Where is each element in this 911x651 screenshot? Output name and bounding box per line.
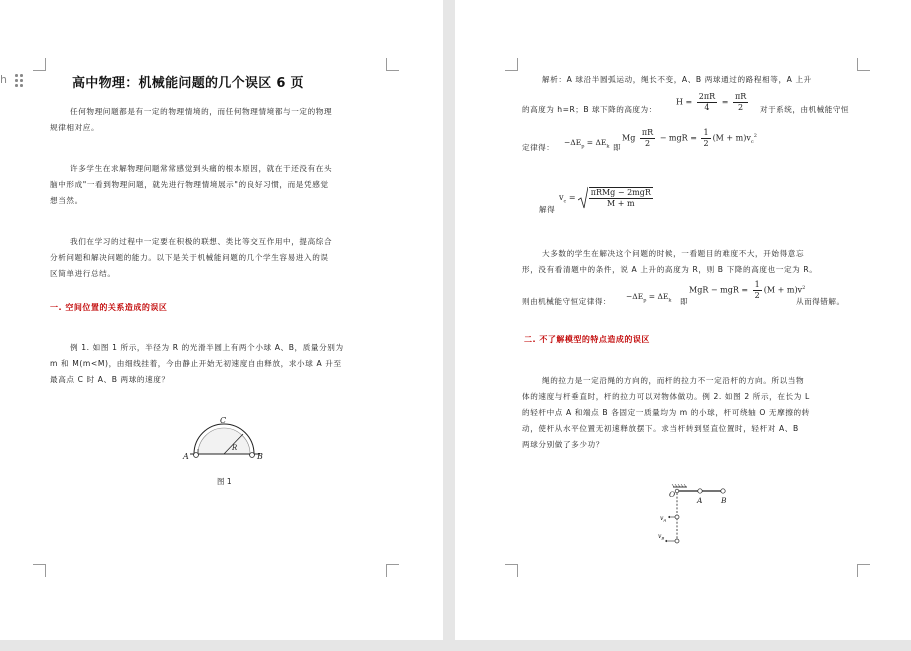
energy-conservation-equation: $-\Delta E_p = \Delta E_k$ xyxy=(564,138,610,150)
heading-handle-glyph: h xyxy=(0,73,7,86)
paragraph-line: 的轻杆中点 A 和端点 B 各固定一质量均为 m 的小球，杆可绕轴 O 无摩擦的转 xyxy=(522,408,810,417)
paragraph-line: 的高度为 h=R；B 球下降的高度为： xyxy=(522,105,657,114)
crop-mark-bottom-left xyxy=(33,564,46,577)
figure-label: B xyxy=(721,496,727,505)
section-heading: 二. 不了解模型的特点造成的误区 xyxy=(524,335,650,344)
paragraph-line: m 和 M(m<M)，由细线挂着，今由静止开始无初速度自由释放，求小球 A 升至 xyxy=(50,359,342,368)
crop-mark-top-left xyxy=(505,58,518,71)
paragraph-line: 动，使杆从水平位置无初速释放摆下。求当杆转到竖直位置时，轻杆对 A、B xyxy=(522,424,799,433)
paragraph-line: 解析：A 球沿半圆弧运动，绳长不变，A、B 两球通过的路程相等，A 上升 xyxy=(542,75,812,84)
paragraph-line: 想当然。 xyxy=(50,196,83,205)
paragraph-line: 体的速度与杆垂直时，杆的拉力可以对物体做功。例 2. 如图 2 所示，在长为 L xyxy=(522,392,810,401)
figure-label: $v_A$ xyxy=(660,515,667,523)
paragraph-line: 对于系统，由机械能守恒 xyxy=(760,105,850,114)
wrong-energy-equation: $-\Delta E_p = \Delta E_k$ xyxy=(626,292,672,304)
paragraph-line: 最高点 C 时 A、B 两球的速度？ xyxy=(50,375,170,384)
paragraph-line: 任何物理问题都是有一定的物理情境的，而任何物理情境都与一定的物理 xyxy=(70,107,333,116)
figure-label: A xyxy=(697,496,703,505)
paragraph-line: 大多数的学生在解决这个问题的时候，一看题目的难度不大，开始得意忘 xyxy=(542,249,805,258)
height-equation: H = $\frac{2\pi R}{4}$ = $\frac{\pi R}{2}$ xyxy=(676,92,747,112)
velocity-solution-equation: $v_c$ = $\frac{\text{πRMg − 2mgR}}{M + m}$ xyxy=(559,188,651,208)
crop-mark-bottom-left xyxy=(505,564,518,577)
document-page-right xyxy=(455,0,911,640)
figure-label: $v_B$ xyxy=(658,533,665,541)
paragraph-line: 则由机械能守恒定律得： xyxy=(522,297,612,306)
crop-mark-top-right xyxy=(857,58,870,71)
figure-label: C xyxy=(220,416,227,425)
paragraph-line: 解得 xyxy=(539,205,556,214)
paragraph-line: 即 xyxy=(680,297,689,306)
paragraph-line: 区简单进行总结。 xyxy=(50,269,116,278)
figure-label: R xyxy=(232,444,238,452)
paragraph-line: 我们在学习的过程中一定要在积极的联想、类比等交互作用中，提高综合 xyxy=(70,237,333,246)
paragraph-line: 即 xyxy=(613,143,622,152)
paragraph-line: 分析问题和解决问题的能力。以下是关于机械能问题的几个学生容易进入的误 xyxy=(50,253,329,262)
paragraph-line: 规律相对应。 xyxy=(50,123,100,132)
energy-equation-expanded: Mg $\frac{\pi R}{2}$ − mgR = $\frac{1}{2}$ $(M + m)v_c^2$ xyxy=(622,128,757,148)
wrong-energy-equation-expanded: MgR − mgR = $\frac{1}{2}$ $(M + m)v^2$ xyxy=(689,280,806,300)
crop-mark-bottom-right xyxy=(857,564,870,577)
paragraph-line: 许多学生在求解物理问题常常感觉到头痛的根本原因，就在于还没有在头 xyxy=(70,164,333,173)
square-root-icon xyxy=(578,186,588,210)
figure-label: O xyxy=(669,490,676,499)
paragraph-line: 两球分别做了多少功？ xyxy=(522,440,604,449)
paragraph-line: 定律得： xyxy=(522,143,555,152)
paragraph-line: 脑中形成"一看到物理问题，就先进行物理情境展示"的良好习惯，而是凭感觉 xyxy=(50,180,329,189)
paragraph-line: 绳的拉力是一定沿绳的方向的，而杆的拉力不一定沿杆的方向。所以当物 xyxy=(542,376,805,385)
paragraph-line: 例 1. 如图 1 所示，半径为 R 的光滑半圆上有两个小球 A、B，质量分别为 xyxy=(70,343,344,352)
figure-label: B xyxy=(257,452,263,461)
figure-1-semicircle-diagram xyxy=(180,414,270,464)
figure-label: A xyxy=(183,452,189,461)
figure-1-caption: 图 1 xyxy=(217,477,232,486)
drag-handle-icon[interactable] xyxy=(15,74,25,87)
document-page-left xyxy=(0,0,443,640)
section-heading: 一. 空间位置的关系造成的误区 xyxy=(50,303,168,312)
figure-2-rod-diagram xyxy=(651,482,741,552)
paragraph-line: 形，没有看清题中的条件，说 A 上升的高度为 R，则 B 下降的高度也一定为 R。 xyxy=(522,265,818,274)
crop-mark-bottom-right xyxy=(386,564,399,577)
document-title: 高中物理：机械能问题的几个误区 6 页 xyxy=(72,76,304,91)
crop-mark-top-right xyxy=(386,58,399,71)
crop-mark-top-left xyxy=(33,58,46,71)
paragraph-line: 从而得错解。 xyxy=(796,297,845,306)
